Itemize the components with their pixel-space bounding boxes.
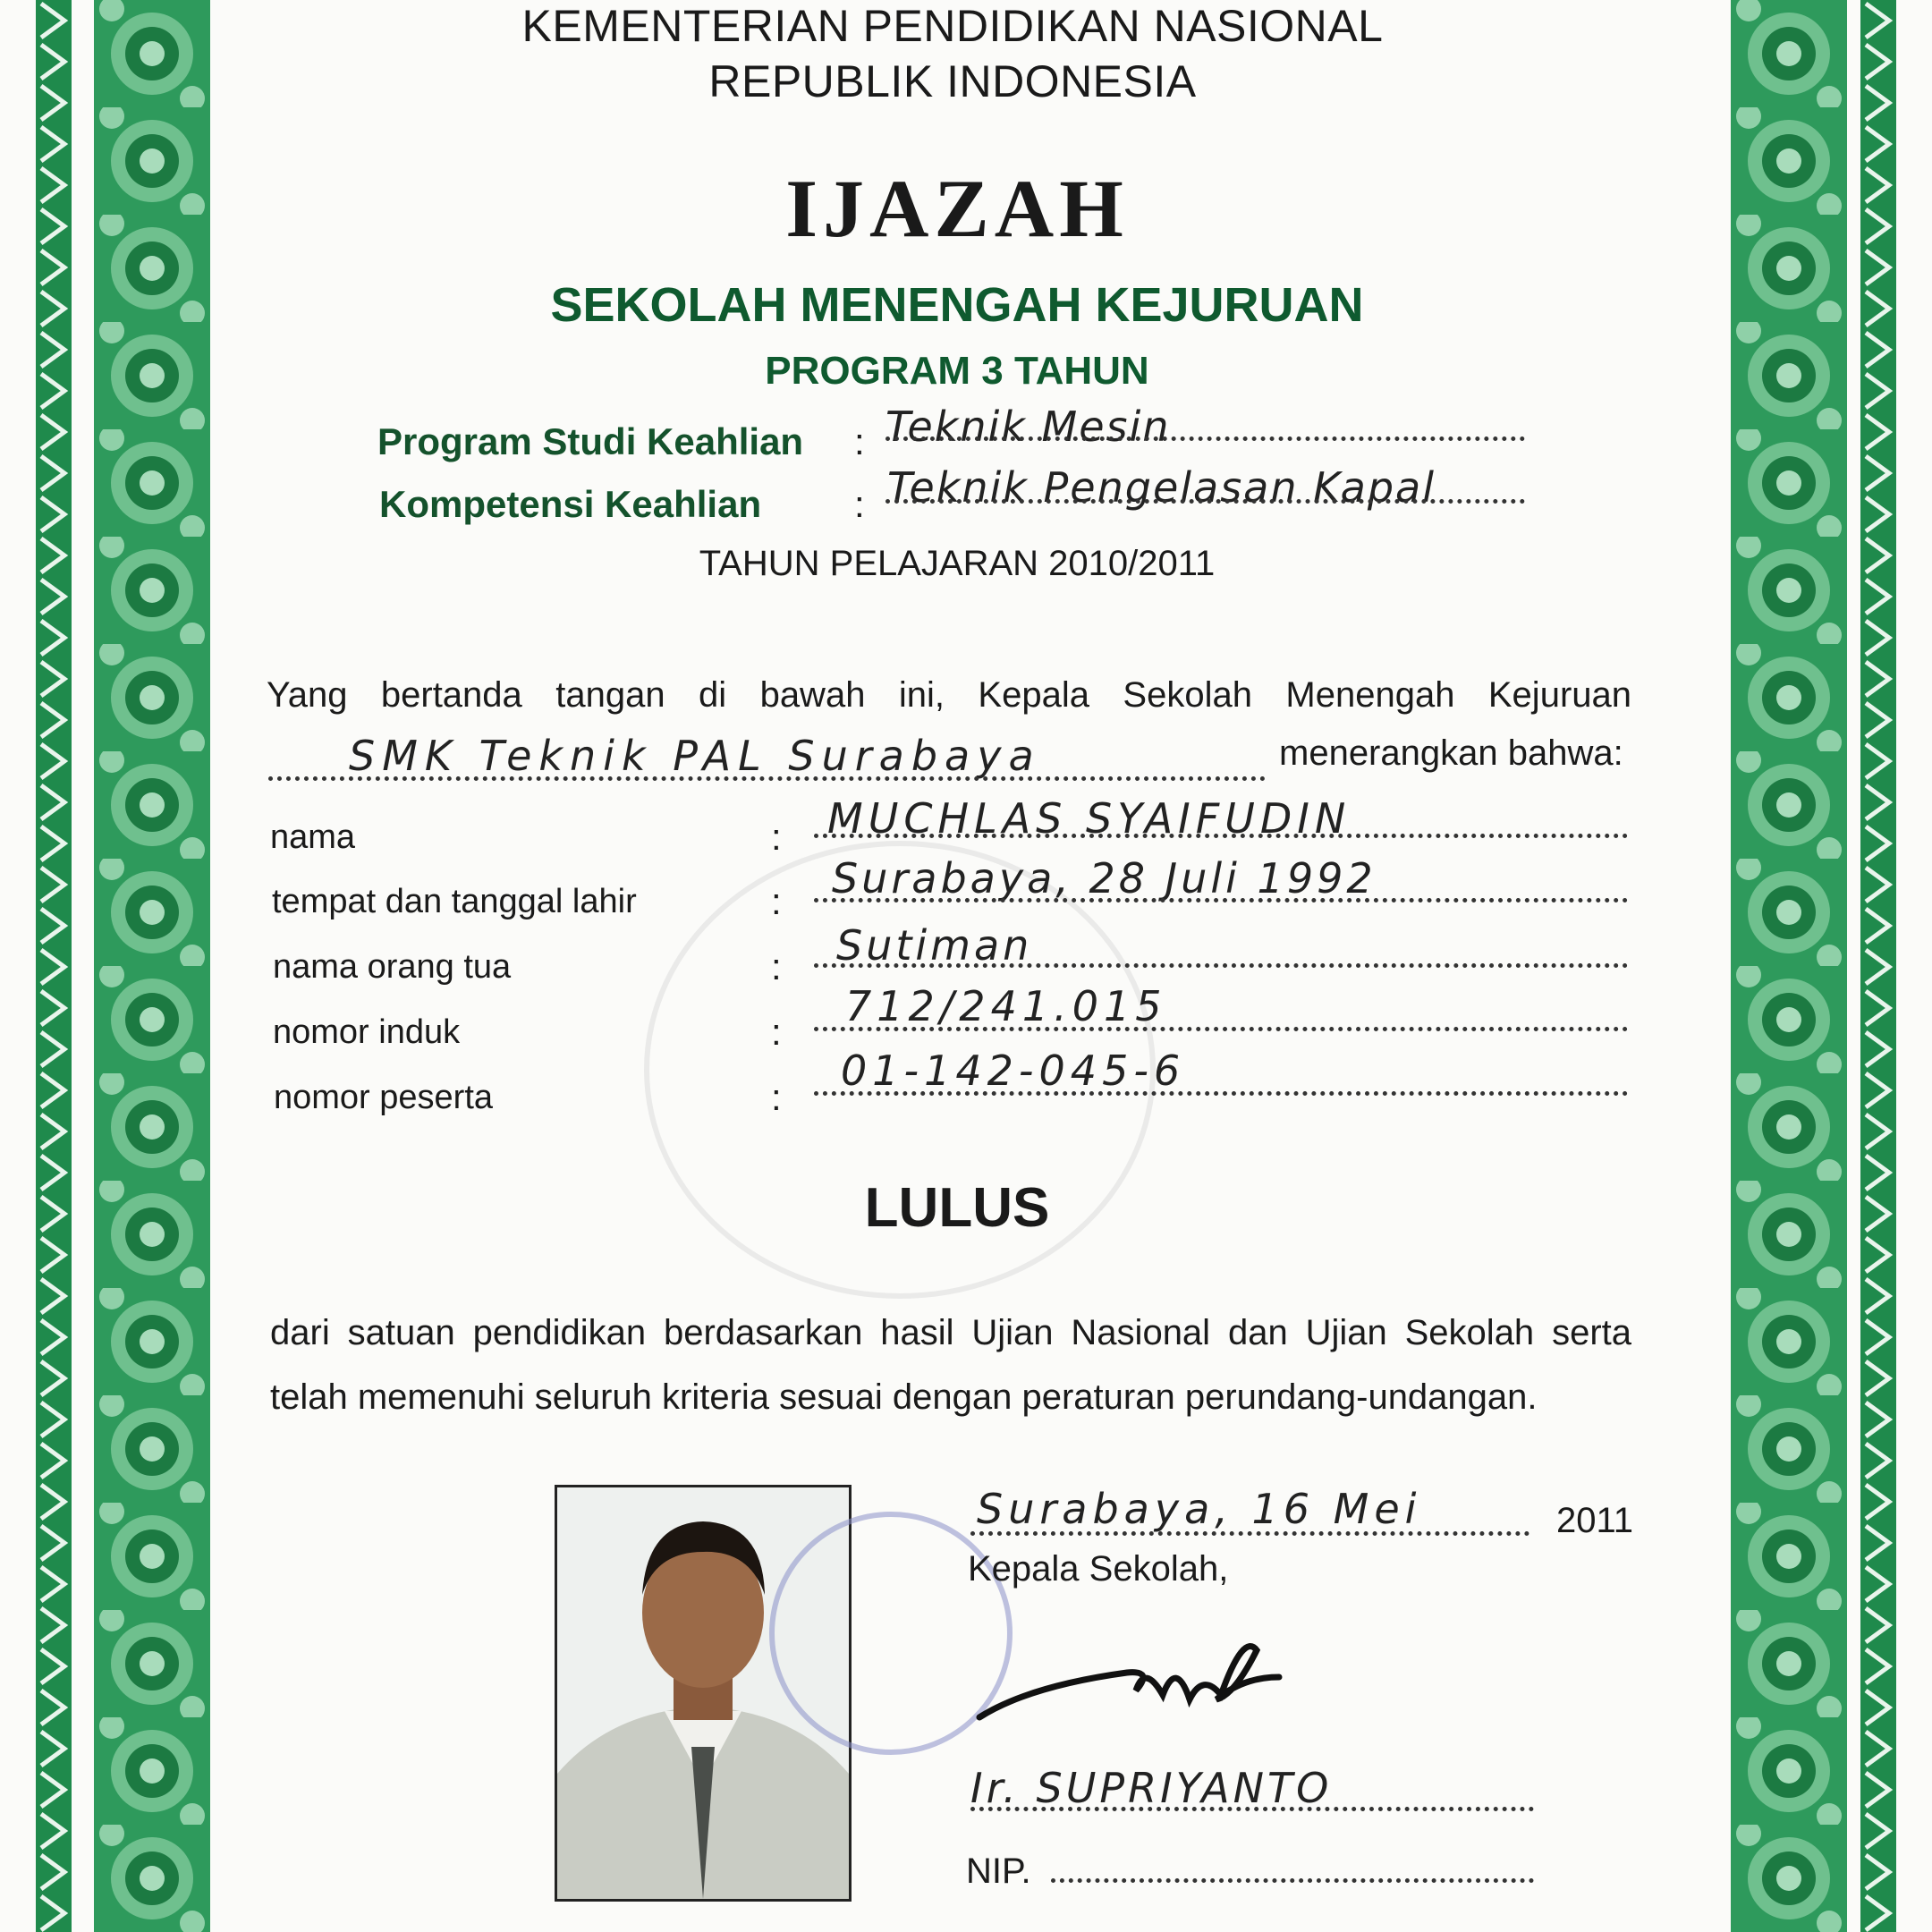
closing-line-1: dari satuan pendidikan berdasarkan hasil Ujian Nasional dan Ujian Sekolah serta xyxy=(270,1313,1631,1352)
competence-value: Teknik Pengelasan Kapal xyxy=(887,463,1436,512)
field-colon-name: : xyxy=(771,816,782,858)
declares-text: menerangkan bahwa: xyxy=(1279,733,1623,773)
field-value-participant-number: 01-142-045-6 xyxy=(841,1046,1186,1095)
field-label-birth: tempat dan tanggal lahir xyxy=(272,883,637,920)
result-lulus: LULUS xyxy=(864,1177,1050,1239)
field-colon-student-number: : xyxy=(771,1011,782,1053)
left-border-ornament xyxy=(36,0,233,1932)
competence-colon: : xyxy=(854,483,865,525)
program-value: Teknik Mesin xyxy=(886,402,1171,451)
sign-nip-label: NIP. xyxy=(966,1852,1031,1891)
field-colon-participant-number: : xyxy=(771,1076,782,1118)
field-label-participant-number: nomor peserta xyxy=(274,1079,494,1116)
school-name: SMK Teknik PAL Surabaya xyxy=(349,732,1041,780)
signature-scribble xyxy=(975,1623,1297,1731)
sign-place-date: Surabaya, 16 Mei xyxy=(977,1485,1422,1533)
field-dotline-participant-number xyxy=(814,1091,1628,1096)
sign-year: 2011 xyxy=(1556,1501,1634,1540)
field-value-student-number: 712/241.015 xyxy=(845,982,1167,1030)
zigzag-border-right xyxy=(1860,0,1896,1932)
sign-nip-dotline xyxy=(1051,1878,1534,1883)
field-dotline-name xyxy=(814,834,1628,838)
floral-border-left xyxy=(94,0,210,1932)
field-dotline-parent xyxy=(814,963,1628,968)
country-heading: REPUBLIK INDONESIA xyxy=(708,56,1197,106)
sign-name: Ir. SUPRIYANTO xyxy=(970,1764,1333,1812)
sign-role: Kepala Sekolah, xyxy=(968,1549,1229,1589)
field-label-name: nama xyxy=(270,818,356,856)
program-duration: PROGRAM 3 TAHUN xyxy=(765,349,1149,393)
field-value-birth: Surabaya, 28 Juli 1992 xyxy=(832,854,1377,902)
competence-dotline xyxy=(886,499,1525,504)
school-name-dotline xyxy=(268,776,1266,781)
field-dotline-student-number xyxy=(814,1027,1628,1031)
field-colon-parent: : xyxy=(771,945,782,987)
ministry-heading: KEMENTERIAN PENDIDIKAN NASIONAL xyxy=(521,1,1384,51)
certificate-title: IJAZAH xyxy=(785,163,1129,254)
right-border-ornament xyxy=(1699,0,1896,1932)
field-dotline-birth xyxy=(814,898,1628,902)
field-colon-birth: : xyxy=(771,880,782,922)
field-value-name: MUCHLAS SYAIFUDIN xyxy=(827,794,1352,843)
competence-label: Kompetensi Keahlian xyxy=(379,483,762,525)
field-label-parent: nama orang tua xyxy=(273,948,512,986)
sign-name-dotline xyxy=(970,1807,1534,1811)
school-type-heading: SEKOLAH MENENGAH KEJURUAN xyxy=(550,278,1364,332)
academic-year: TAHUN PELAJARAN 2010/2011 xyxy=(699,544,1216,583)
program-colon: : xyxy=(854,420,865,462)
program-label: Program Studi Keahlian xyxy=(377,420,804,462)
sign-date-dotline xyxy=(970,1531,1530,1536)
field-label-student-number: nomor induk xyxy=(273,1013,461,1051)
field-value-parent: Sutiman xyxy=(836,921,1033,970)
closing-line-2: telah memenuhi seluruh kriteria sesuai dengan peraturan perundang-undangan. xyxy=(270,1377,1538,1417)
program-dotline xyxy=(886,436,1525,441)
statement-intro: Yang bertanda tangan di bawah ini, Kepala Sekolah Menengah Kejuruan xyxy=(267,675,1631,715)
zigzag-border-left xyxy=(36,0,72,1932)
floral-border-right xyxy=(1731,0,1847,1932)
